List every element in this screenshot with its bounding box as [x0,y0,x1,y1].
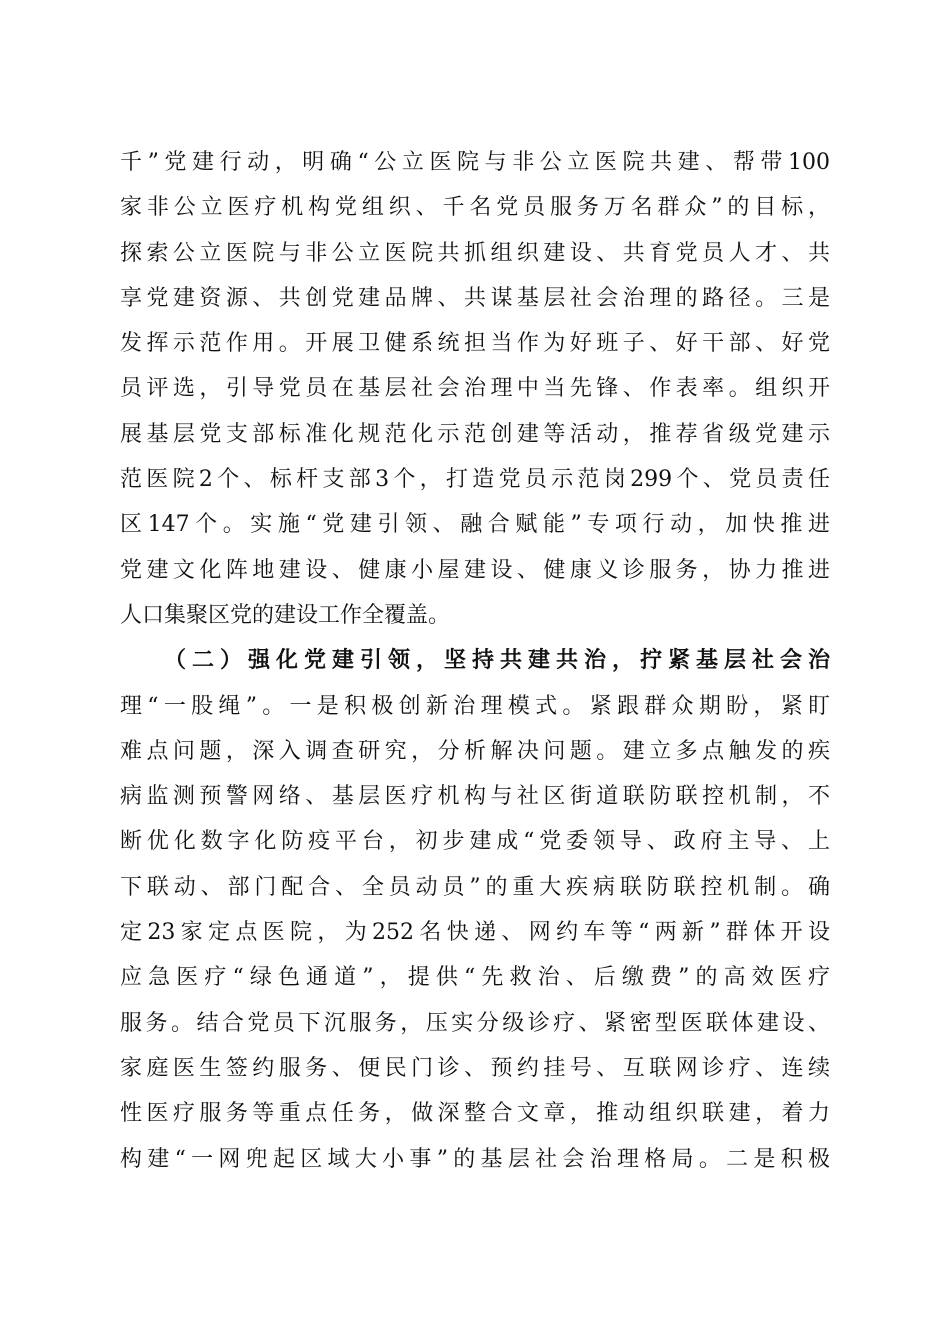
text-line: 定23家定点医院，为252名快递、网约车等“两新”群体开设 [120,920,830,946]
text-line: 探索公立医院与非公立医院共抓组织建设、共育党员人才、共 [120,240,830,266]
section-heading: （二）强化党建引领，坚持共建共治，拧紧基层社会治 [164,647,830,674]
text-line: 家庭医生签约服务、便民门诊、预约挂号、互联网诊疗、连续 [120,1055,830,1081]
text-line: 展基层党支部标准化规范化示范创建等活动，推荐省级党建示 [120,421,830,447]
text-line: 构建“一网兜起区域大小事”的基层社会治理格局。二是积极 [120,1146,830,1172]
text-line: 发挥示范作用。开展卫健系统担当作为好班子、好干部、好党 [120,331,830,357]
text-line: 享党建资源、共创党建品牌、共谋基层社会治理的路径。三是 [120,285,830,311]
text-line: 千”党建行动，明确“公立医院与非公立医院共建、帮带100 [120,150,830,175]
text-line: 区147个。实施“党建引领、融合赋能”专项行动，加快推进 [120,512,830,538]
text-line: 应急医疗“绿色通道”，提供“先救治、后缴费”的高效医疗 [120,965,830,991]
text-line: 下联动、部门配合、全员动员”的重大疾病联防联控机制。确 [120,874,830,900]
text-line: 理“一股绳”。一是积极创新治理模式。紧跟群众期盼，紧盯 [120,693,830,719]
text-line: 性医疗服务等重点任务，做深整合文章，推动组织联建，着力 [120,1101,830,1127]
text-line: 人口集聚区党的建设工作全覆盖。 [120,602,451,628]
text-line: 范医院2个、标杆支部3个，打造党员示范岗299个、党员责任 [120,467,830,493]
text-line: 党建文化阵地建设、健康小屋建设、健康义诊服务，协力推进 [120,557,830,583]
text-line: 病监测预警网络、基层医疗机构与社区街道联防联控机制，不 [120,784,830,810]
text-line: 员评选，引导党员在基层社会治理中当先锋、作表率。组织开 [120,376,830,402]
text-line: 家非公立医疗机构党组织、千名党员服务万名群众”的目标， [120,195,830,221]
text-line: 服务。结合党员下沉服务，压实分级诊疗、紧密型医联体建设、 [120,1010,830,1036]
text-line: 难点问题，深入调查研究，分析解决问题。建立多点触发的疾 [120,738,830,764]
body-text [120,140,830,1182]
text-line: 断优化数字化防疫平台，初步建成“党委领导、政府主导、上 [120,829,830,855]
